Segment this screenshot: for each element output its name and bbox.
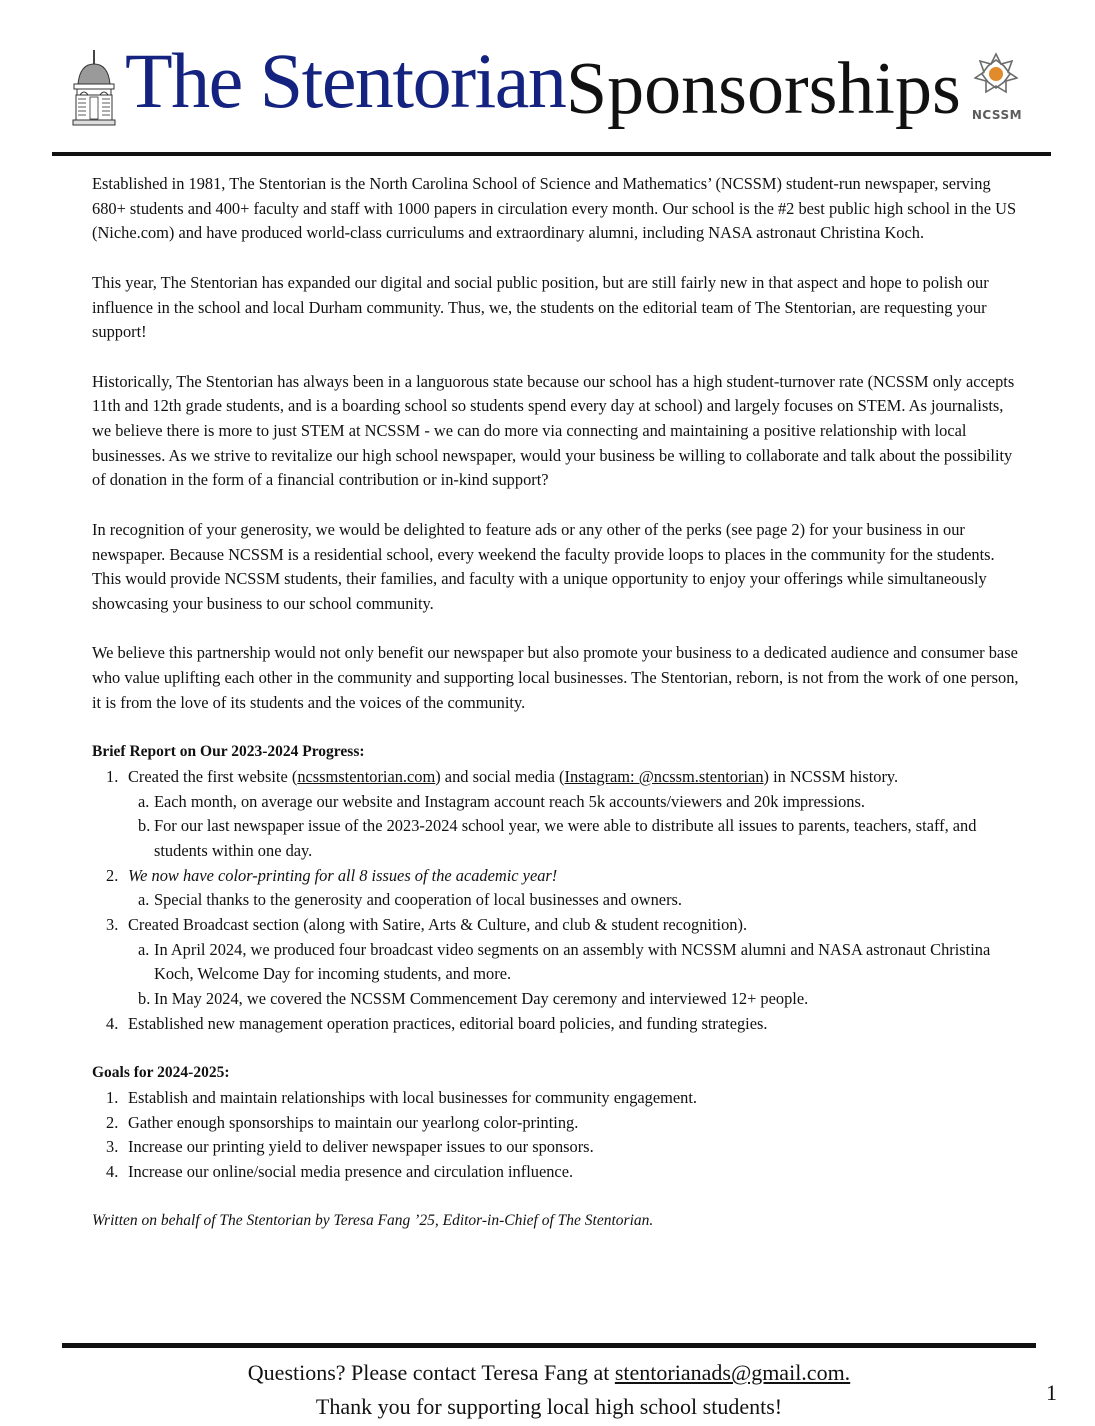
list-marker: a. — [138, 890, 150, 910]
list-marker: a. — [138, 939, 150, 959]
contact-line — [62, 1356, 1036, 1390]
page-header — [0, 0, 1095, 160]
progress-heading: Brief Report on Our 2023-2024 Progress: — [92, 743, 365, 761]
progress-item-3b-text: In May 2024, we covered the NCSSM Commencement Day ceremony and interviewed 12+ people. — [154, 989, 809, 1009]
progress-item-3-text: Created Broadcast section (along with Satire, Arts & Culture, and club & student recognition). — [128, 915, 748, 935]
intro-paragraph-1: Established in 1981, The Stentorian is the North Carolina School of Science and Mathematics’ (NCSSM) student-run newspaper, serving 680+ students and 400+ faculty and staff with 1000 papers in circulation every month. Our school is the #2 best public high school in the US (Niche.com) and have produced world-class curriculums and extraordinary alumni, including NASA astronaut Christina Koch. — [92, 174, 1017, 243]
list-marker: b. — [138, 816, 151, 836]
list-marker: 1. — [106, 766, 119, 786]
masthead-title: The Stentorian — [125, 37, 566, 124]
website-link[interactable]: ncssmstentorian.com — [297, 766, 436, 786]
progress-item-4-text: Established new management operation practices, editorial board policies, and funding strategies. — [128, 1013, 768, 1033]
page-footer — [62, 1356, 1036, 1424]
goals-list — [92, 1086, 1022, 1185]
goal-item — [92, 1160, 1022, 1185]
progress-item-1b — [92, 814, 1022, 863]
list-marker: 4. — [106, 1162, 119, 1182]
letter-body — [92, 172, 1022, 1234]
progress-item-3a-text: In April 2024, we produced four broadcast video segments on an assembly with NCSSM alumni and NASA astronaut Christina Koch, Welcome Day for incoming students, and more. — [154, 939, 991, 984]
goal-text: Increase our online/social media presence and circulation influence. — [128, 1162, 574, 1182]
progress-item-1b-text: For our last newspaper issue of the 2023-2024 school year, we were able to distribute all issues to parents, teachers, staff, and students within one day. — [154, 816, 977, 860]
list-marker: 3. — [106, 1137, 119, 1157]
progress-item-1a — [92, 790, 1022, 815]
progress-item-1 — [92, 765, 1022, 790]
page-title: Sponsorships — [566, 48, 961, 130]
goals-heading: Goals for 2024-2025: — [92, 1064, 230, 1082]
goal-item — [92, 1111, 1022, 1136]
progress-item-2a — [92, 888, 1022, 913]
list-marker: 2. — [106, 865, 119, 885]
progress-item-1a-text: Each month, on average our website and Instagram account reach 5k accounts/viewers and 20k impressions. — [154, 791, 865, 811]
intro-paragraph-4: In recognition of your generosity, we would be delighted to feature ads or any other of the perks (see page 2) for your business in our newspaper. Because NCSSM is a residential school, every weekend the faculty provide loops to places in the community for the students. This would provide NCSSM students, their families, and faculty with a unique opportunity to enjoy your offerings while simultaneously showcasing your business to our school community. — [92, 519, 995, 613]
footer-divider — [62, 1343, 1036, 1348]
list-marker: a. — [138, 791, 150, 811]
byline: Written on behalf of The Stentorian by Teresa Fang ’25, Editor-in-Chief of The Stentorian. — [92, 1212, 654, 1230]
progress-item-3a — [92, 938, 1022, 987]
page-number: 1 — [1046, 1380, 1057, 1405]
progress-item-1-text-mid: ) and social media ( — [435, 766, 565, 786]
thanks-line: Thank you for supporting local high school students! — [315, 1394, 783, 1419]
goal-item — [92, 1086, 1022, 1111]
cupola-logo-icon — [68, 50, 120, 126]
ncssm-star-icon — [974, 52, 1018, 96]
list-marker: 4. — [106, 1013, 119, 1033]
progress-item-2a-text: Special thanks to the generosity and cooperation of local businesses and owners. — [154, 890, 683, 910]
ncssm-logo-text: NCSSM — [971, 108, 1023, 122]
progress-item-1-text: Created the first website ( — [128, 766, 298, 786]
goal-text: Establish and maintain relationships with local businesses for community engagement. — [128, 1087, 698, 1107]
progress-item-1-text-end: ) in NCSSM history. — [763, 766, 899, 786]
email-link[interactable]: stentorianads@gmail.com. — [614, 1360, 851, 1385]
header-divider — [52, 152, 1051, 156]
ncssm-logo — [962, 52, 1032, 132]
goal-item — [92, 1135, 1022, 1160]
list-marker: 3. — [106, 915, 119, 935]
progress-item-3b — [92, 987, 1022, 1012]
intro-paragraph-3: Historically, The Stentorian has always been in a languorous state because our school has a high student-turnover rate (NCSSM only accepts 11th and 12th grade students, and is a boarding school so students spend every day at school) and largely focuses on STEM. As journalists, we believe there is more to just STEM at NCSSM - we can do more via connecting and maintaining a positive relationship with local businesses. As we strive to revitalize our high school newspaper, would your business be willing to collaborate and talk about the possibility of donation in the form of a financial contribution or in-kind support? — [92, 371, 1015, 490]
progress-item-2 — [92, 864, 1022, 889]
progress-item-2-text: We now have color-printing for all 8 issues of the academic year! — [128, 865, 558, 885]
goal-text: Gather enough sponsorships to maintain our yearlong color-printing. — [128, 1112, 579, 1132]
progress-item-4 — [92, 1012, 1022, 1037]
intro-paragraph-5: We believe this partnership would not only benefit our newspaper but also promote your business to a dedicated audience and consumer base who value uplifting each other in the community and supporting local businesses. The Stentorian, reborn, is not from the work of one person, it is from the love of its students and the voices of the community. — [92, 643, 1019, 712]
progress-item-3 — [92, 913, 1022, 938]
list-marker: b. — [138, 989, 151, 1009]
contact-text: Questions? Please contact Teresa Fang at — [247, 1360, 615, 1385]
list-marker: 2. — [106, 1112, 119, 1132]
intro-paragraph-2: This year, The Stentorian has expanded our digital and social public position, but are still fairly new in that aspect and hope to polish our influence in the school and local Durham community. Thus, we, the students on the editorial team of The Stentorian, are requesting your support! — [92, 272, 989, 342]
progress-list — [92, 765, 1022, 1037]
instagram-link[interactable]: Instagram: @ncssm.stentorian — [564, 766, 764, 786]
list-marker: 1. — [106, 1087, 119, 1107]
goal-text: Increase our printing yield to deliver newspaper issues to our sponsors. — [128, 1137, 594, 1157]
